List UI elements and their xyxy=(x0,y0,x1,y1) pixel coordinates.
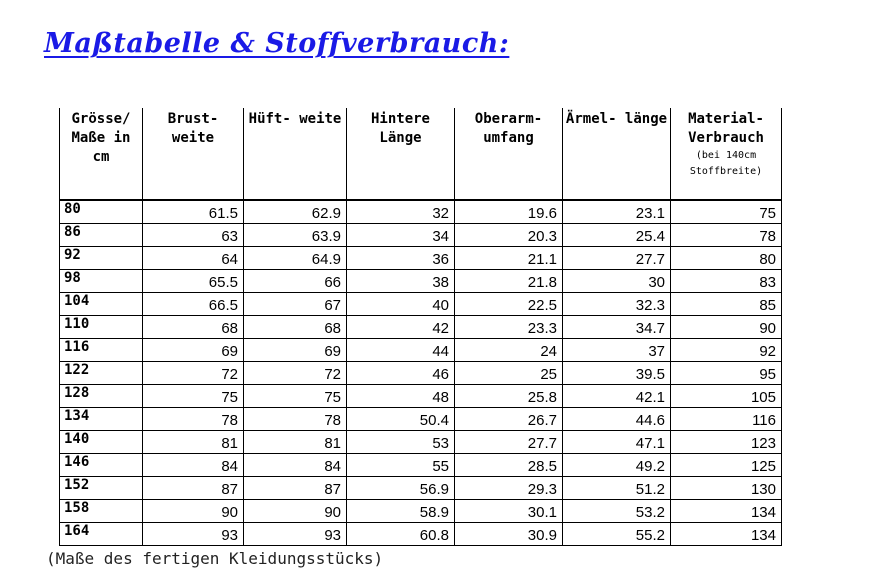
value-cell: 61.5 xyxy=(143,200,244,224)
value-cell: 87 xyxy=(143,477,244,500)
size-cell: 134 xyxy=(60,408,143,431)
value-cell: 25.4 xyxy=(563,224,671,247)
value-cell: 123 xyxy=(671,431,782,454)
value-cell: 67 xyxy=(244,293,347,316)
value-cell: 22.5 xyxy=(455,293,563,316)
value-cell: 30.1 xyxy=(455,500,563,523)
value-cell: 66.5 xyxy=(143,293,244,316)
value-cell: 72 xyxy=(244,362,347,385)
table-row xyxy=(60,477,782,500)
value-cell: 40 xyxy=(347,293,455,316)
size-cell: 80 xyxy=(60,200,143,224)
value-cell: 68 xyxy=(244,316,347,339)
table-row xyxy=(60,200,782,224)
value-cell: 64 xyxy=(143,247,244,270)
value-cell: 75 xyxy=(244,385,347,408)
size-cell: 86 xyxy=(60,224,143,247)
value-cell: 81 xyxy=(143,431,244,454)
value-cell: 84 xyxy=(143,454,244,477)
value-cell: 55.2 xyxy=(563,523,671,546)
header-material xyxy=(671,108,782,200)
value-cell: 29.3 xyxy=(455,477,563,500)
value-cell: 49.2 xyxy=(563,454,671,477)
value-cell: 56.9 xyxy=(347,477,455,500)
value-cell: 72 xyxy=(143,362,244,385)
size-cell: 92 xyxy=(60,247,143,270)
value-cell: 34 xyxy=(347,224,455,247)
value-cell: 38 xyxy=(347,270,455,293)
header-chest-width xyxy=(143,108,244,200)
table-body xyxy=(60,200,782,546)
value-cell: 90 xyxy=(143,500,244,523)
size-cell: 146 xyxy=(60,454,143,477)
value-cell: 130 xyxy=(671,477,782,500)
value-cell: 90 xyxy=(671,316,782,339)
value-cell: 50.4 xyxy=(347,408,455,431)
table-row xyxy=(60,454,782,477)
value-cell: 36 xyxy=(347,247,455,270)
value-cell: 60.8 xyxy=(347,523,455,546)
value-cell: 125 xyxy=(671,454,782,477)
value-cell: 93 xyxy=(143,523,244,546)
table-row xyxy=(60,224,782,247)
size-cell: 152 xyxy=(60,477,143,500)
value-cell: 24 xyxy=(455,339,563,362)
size-cell: 128 xyxy=(60,385,143,408)
value-cell: 51.2 xyxy=(563,477,671,500)
value-cell: 90 xyxy=(244,500,347,523)
size-cell: 140 xyxy=(60,431,143,454)
value-cell: 85 xyxy=(671,293,782,316)
value-cell: 95 xyxy=(671,362,782,385)
header-hip-width xyxy=(244,108,347,200)
value-cell: 81 xyxy=(244,431,347,454)
size-table xyxy=(59,108,782,546)
value-cell: 58.9 xyxy=(347,500,455,523)
value-cell: 34.7 xyxy=(563,316,671,339)
table-row xyxy=(60,500,782,523)
value-cell: 23.3 xyxy=(455,316,563,339)
size-cell: 104 xyxy=(60,293,143,316)
value-cell: 78 xyxy=(671,224,782,247)
value-cell: 26.7 xyxy=(455,408,563,431)
value-cell: 44 xyxy=(347,339,455,362)
footnote: (Maße des fertigen Kleidungsstücks) xyxy=(46,549,384,568)
value-cell: 37 xyxy=(563,339,671,362)
value-cell: 75 xyxy=(143,385,244,408)
value-cell: 78 xyxy=(244,408,347,431)
value-cell: 116 xyxy=(671,408,782,431)
value-cell: 83 xyxy=(671,270,782,293)
header-upper-arm xyxy=(455,108,563,200)
value-cell: 80 xyxy=(671,247,782,270)
size-cell: 98 xyxy=(60,270,143,293)
size-cell: 158 xyxy=(60,500,143,523)
value-cell: 69 xyxy=(143,339,244,362)
size-cell: 122 xyxy=(60,362,143,385)
header-label: Brust- weite xyxy=(167,111,219,146)
table-row xyxy=(60,385,782,408)
value-cell: 25 xyxy=(455,362,563,385)
table-row xyxy=(60,431,782,454)
value-cell: 55 xyxy=(347,454,455,477)
value-cell: 47.1 xyxy=(563,431,671,454)
value-cell: 32.3 xyxy=(563,293,671,316)
value-cell: 53 xyxy=(347,431,455,454)
value-cell: 134 xyxy=(671,500,782,523)
table-row xyxy=(60,316,782,339)
value-cell: 62.9 xyxy=(244,200,347,224)
header-sleeve-length xyxy=(563,108,671,200)
value-cell: 64.9 xyxy=(244,247,347,270)
table-row xyxy=(60,293,782,316)
value-cell: 21.8 xyxy=(455,270,563,293)
table-header-row xyxy=(60,108,782,200)
value-cell: 28.5 xyxy=(455,454,563,477)
value-cell: 42.1 xyxy=(563,385,671,408)
value-cell: 30.9 xyxy=(455,523,563,546)
header-label: Ärmel- länge xyxy=(565,111,668,127)
value-cell: 46 xyxy=(347,362,455,385)
header-label: Hintere Länge xyxy=(370,111,430,146)
table-row xyxy=(60,270,782,293)
value-cell: 66 xyxy=(244,270,347,293)
table-row xyxy=(60,362,782,385)
header-label: Material- Verbrauch xyxy=(688,111,764,146)
header-size xyxy=(60,108,143,200)
value-cell: 69 xyxy=(244,339,347,362)
value-cell: 30 xyxy=(563,270,671,293)
value-cell: 65.5 xyxy=(143,270,244,293)
page-title: Maßtabelle & Stoffverbrauch: xyxy=(44,28,510,59)
table-row xyxy=(60,339,782,362)
header-label: Grösse/ Maße in cm xyxy=(71,111,131,165)
value-cell: 25.8 xyxy=(455,385,563,408)
value-cell: 42 xyxy=(347,316,455,339)
value-cell: 19.6 xyxy=(455,200,563,224)
value-cell: 53.2 xyxy=(563,500,671,523)
table-row xyxy=(60,523,782,546)
value-cell: 87 xyxy=(244,477,347,500)
value-cell: 78 xyxy=(143,408,244,431)
value-cell: 93 xyxy=(244,523,347,546)
value-cell: 134 xyxy=(671,523,782,546)
value-cell: 20.3 xyxy=(455,224,563,247)
size-cell: 110 xyxy=(60,316,143,339)
table-row xyxy=(60,247,782,270)
value-cell: 27.7 xyxy=(563,247,671,270)
value-cell: 84 xyxy=(244,454,347,477)
value-cell: 63 xyxy=(143,224,244,247)
value-cell: 44.6 xyxy=(563,408,671,431)
header-back-length xyxy=(347,108,455,200)
value-cell: 21.1 xyxy=(455,247,563,270)
value-cell: 39.5 xyxy=(563,362,671,385)
value-cell: 23.1 xyxy=(563,200,671,224)
value-cell: 32 xyxy=(347,200,455,224)
header-note: (bei 140cm Stoffbreite) xyxy=(689,150,763,177)
value-cell: 68 xyxy=(143,316,244,339)
value-cell: 105 xyxy=(671,385,782,408)
header-label: Oberarm- umfang xyxy=(474,111,543,146)
value-cell: 27.7 xyxy=(455,431,563,454)
table-row xyxy=(60,408,782,431)
size-cell: 164 xyxy=(60,523,143,546)
value-cell: 75 xyxy=(671,200,782,224)
size-cell: 116 xyxy=(60,339,143,362)
value-cell: 63.9 xyxy=(244,224,347,247)
value-cell: 92 xyxy=(671,339,782,362)
header-label: Hüft- weite xyxy=(248,111,342,127)
value-cell: 48 xyxy=(347,385,455,408)
